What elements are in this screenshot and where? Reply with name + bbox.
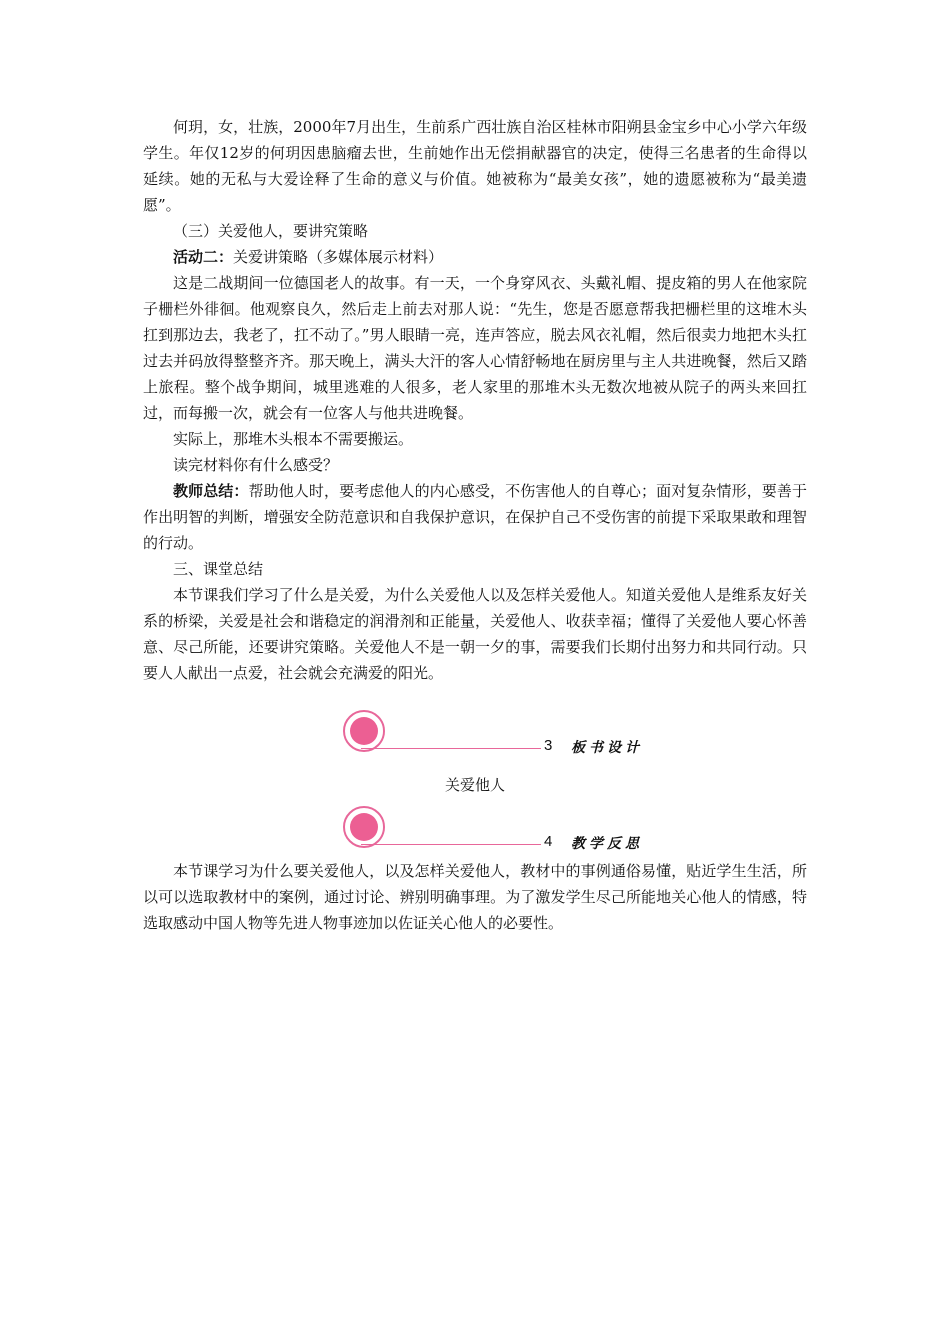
- class-summary-heading: 三、课堂总结: [173, 560, 264, 578]
- teacher-summary-text: 帮助他人时，要考虑他人的内心感受，不伤害他人的自尊心；面对复杂情形，要善于作出明智的判断，增强安全防范意识和自我保护意识，在保护自己不受伤害的前提下采取果敢和理智的行动。: [143, 482, 807, 552]
- section-4-header: [143, 802, 807, 858]
- document-page: [143, 114, 807, 936]
- activity-two: [143, 244, 807, 270]
- activity-two-text: 关爱讲策略（多媒体展示材料）: [233, 248, 444, 266]
- divider-line: [361, 844, 541, 845]
- subsection-heading: （三）关爱他人，要讲究策略: [173, 222, 369, 240]
- section-4-number: 4: [544, 833, 553, 850]
- teacher-summary-label: 教师总结：: [173, 482, 249, 500]
- section-3-header: [143, 710, 807, 772]
- section-3-title: 板书设计: [571, 740, 643, 756]
- teacher-summary: [143, 478, 807, 556]
- section-4-title: 教学反思: [571, 836, 643, 852]
- paragraph-story: 这是二战期间一位德国老人的故事。有一天，一个身穿风衣、头戴礼帽、提皮箱的男人在他家院子栅栏外徘徊。他观察良久，然后走上前去对那人说：“先生，您是否愿意帮我把栅栏里的这堆木头扛到那边去，我老了，扛不动了。”男人眼睛一亮，连声答应，脱去风衣礼帽，然后很卖力地把木头扛过去并码放得整整齐齐。那天晚上，满头大汗的客人心情舒畅地在厨房里与主人共进晚餐，然后又踏上旅程。整个战争期间，城里逃难的人很多，老人家里的那堆木头无数次地被从院子的两头来回扛过，而每搬一次，就会有一位客人与他共进晚餐。: [143, 274, 807, 422]
- class-summary-text: 本节课我们学习了什么是关爱，为什么关爱他人以及怎样关爱他人。知道关爱他人是维系友好关系的桥梁，关爱是社会和谐稳定的润滑剂和正能量，关爱他人、收获幸福；懂得了关爱他人要心怀善意、尽己所能，还要讲究策略。关爱他人不是一朝一夕的事，需要我们长期付出努力和共同行动。只要人人献出一点爱，社会就会充满爱的阳光。: [143, 586, 807, 682]
- section-3-number: 3: [544, 737, 553, 754]
- paragraph-question: 读完材料你有什么感受？: [173, 456, 339, 474]
- board-design-content: 关爱他人: [444, 776, 505, 794]
- paragraph-story-end: 实际上，那堆木头根本不需要搬运。: [173, 430, 414, 448]
- activity-two-label: 活动二：: [173, 248, 234, 266]
- pink-circle-icon: [343, 710, 385, 752]
- paragraph-he-yue: 何玥，女，壮族，2000年7月出生，生前系广西壮族自治区桂林市阳朔县金宝乡中心小学六年级学生。年仅12岁的何玥因患脑瘤去世，生前她作出无偿捐献器官的决定，使得三名患者的生命得以延续。她的无私与大爱诠释了生命的意义与价值。她被称为“最美女孩”，她的遗愿被称为“最美遗愿”。: [143, 118, 807, 214]
- pink-circle-icon: [343, 806, 385, 848]
- teaching-reflection-content: 本节课学习为什么要关爱他人，以及怎样关爱他人，教材中的事例通俗易懂，贴近学生生活，所以可以选取教材中的案例，通过讨论、辨别明确事理。为了激发学生尽己所能地关心他人的情感，特选取感动中国人物等先进人物事迹加以佐证关心他人的必要性。: [143, 862, 807, 932]
- divider-line: [361, 748, 541, 749]
